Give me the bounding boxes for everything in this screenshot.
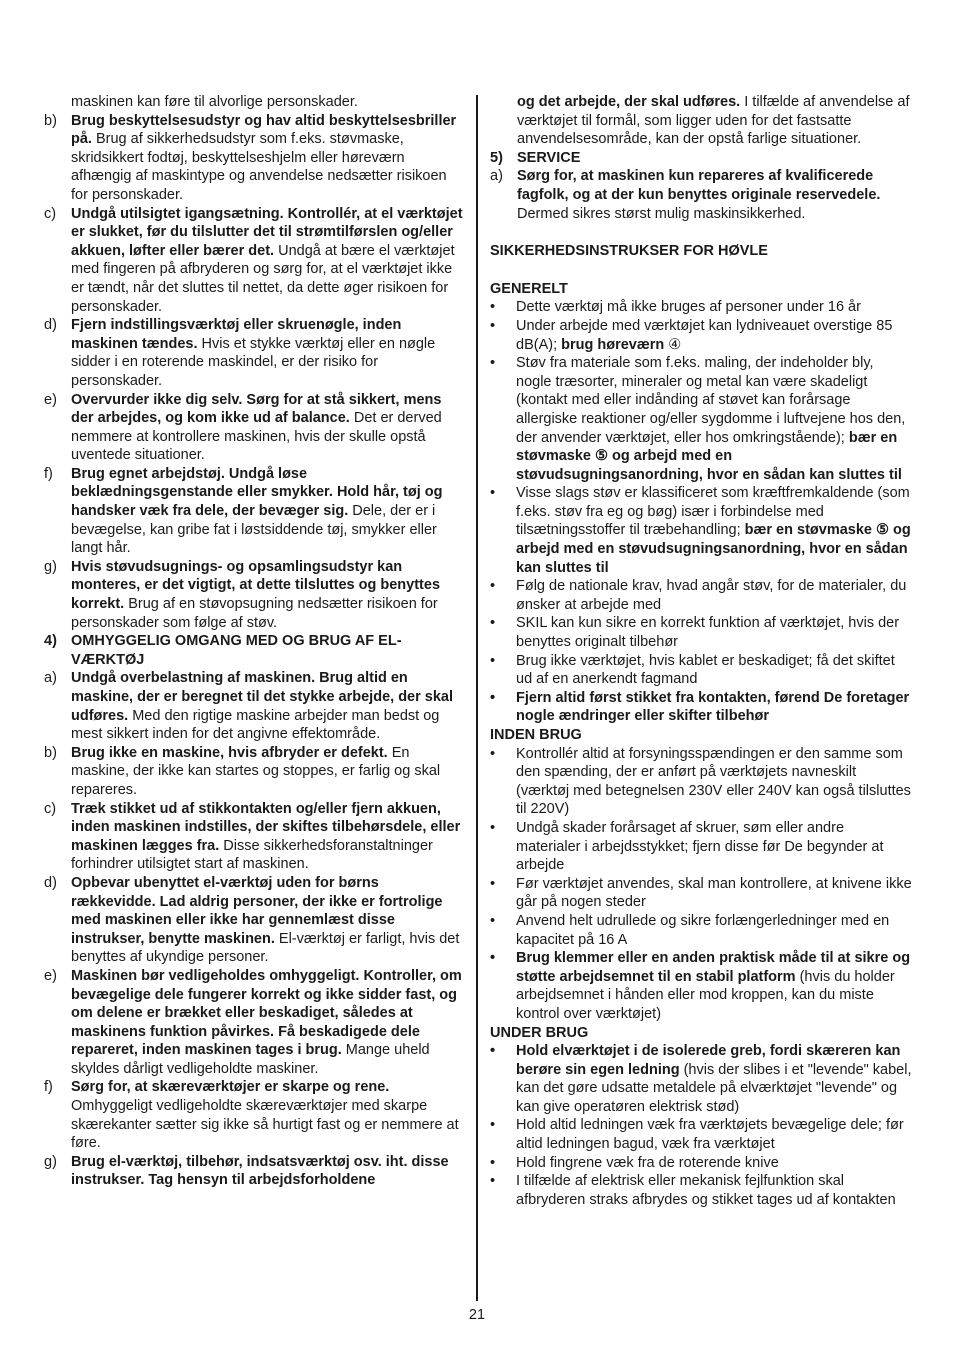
bullet-text: SKIL kan kun sikre en korrekt funktion af værktøjet, hvis der benyttes originalt tilbehør — [516, 615, 900, 651]
bullet-text: Undgå skader forårsaget af skruer, søm eller andre materialer i arbejdsstykket; fjern disse før De begynder at arbejde — [516, 819, 884, 874]
bullet-glyph: • — [490, 355, 496, 372]
bullet-bold-text: Hold elværktøjet i de isolerede greb, fordi skæreren kan berøre sin egen ledning — [516, 1043, 901, 1078]
bullet-body-text: (hvis der slibes i et "levende" kabel, kan det gøre udsatte metaldele på elværktøjet "levende" og kan give operatøren elektrisk stød) — [516, 1061, 912, 1115]
bullet-text — [516, 1042, 912, 1116]
item-label: f) — [44, 465, 53, 482]
bullet-item — [490, 949, 912, 1023]
item-bold-text: Brug el-værktøj, tilbehør, indsatsværktøj osv. iht. disse instrukser. Tag hensyn til arbejdsforholdene — [71, 1153, 449, 1189]
item-label: b) — [44, 744, 57, 761]
item-text — [71, 874, 464, 967]
item-e — [44, 391, 464, 465]
bullet-text — [516, 317, 912, 354]
continued-text: maskinen kan føre til alvorlige personskader. — [71, 94, 358, 110]
item-bold-text: Hvis støvudsugnings- og opsamlingsudstyr kan monteres, er det vigtigt, at dette tilsluttes og benyttes korrekt. — [71, 558, 441, 613]
bullet-text — [516, 354, 912, 484]
item-body-text: Med den rigtige maskine arbejder man bedst og mest sikkert inden for det angivne effektområde. — [71, 707, 440, 743]
bullet-bold-text: bær en støvmaske ⑤ og arbejd med en støvudsugningsanordning, hvor en sådan kan sluttes til — [516, 522, 911, 576]
item-bold-text: Brug beskyttelsesudstyr og hav altid beskyttelsesbriller på. — [71, 112, 457, 148]
continued-body-text: I tilfælde af anvendelse af værktøjet til formål, som ligger uden for det fastsatte anvendelsesområde, kan der opstå farlige situationer. — [517, 94, 910, 148]
item-4f — [44, 1078, 464, 1152]
bullet-item — [490, 652, 912, 689]
item-text — [71, 1078, 464, 1152]
bullet-item — [490, 745, 912, 819]
bullet-glyph: • — [490, 1043, 496, 1060]
bullet-body-text: Støv fra materiale som f.eks. maling, der indeholder bly, nogle træsorter, mineraler og metal kan være skadeligt (kontakt med eller indånding af støvet kan forårsage allergiske reaktioner og/eller sygdomme i luftvejene hos den, der anvender værktøjet, eller hos omkringstående); — [516, 355, 906, 446]
bullet-bold-text: Fjern altid først stikket fra kontakten, førend De foretager nogle ændringer eller skifter tilbehør — [516, 689, 910, 725]
item-b — [44, 112, 464, 205]
item-text — [517, 167, 912, 223]
item-label: a) — [490, 168, 503, 185]
item-label: c) — [44, 205, 57, 222]
item-text — [71, 744, 464, 800]
item-body-text: Det er derved nemmere at kontrollere maskinen, hvis der skulle opstå uventede situationer. — [71, 410, 442, 464]
item-bold-text: Sørg for, at maskinen kun repareres af kvalificerede fagfolk, og at der kun benyttes originale reservedele. — [517, 168, 881, 203]
section-4-heading — [44, 632, 464, 669]
bullet-item — [490, 1042, 912, 1116]
item-body-text: Brug af sikkerhedsudstyr som f.eks. støvmaske, skridsikkert fodtøj, beskyttelseshjelm eller høreværn afhængig af maskintype og anvendelse nedsætter risikoen for personskader. — [71, 131, 447, 203]
subheading-under-brug: UNDER BRUG — [490, 1024, 589, 1041]
bullet-text: Kontrollér altid at forsyningsspændingen er den samme som den spænding, der er anført på værktøjets navneskilt (værktøj med betegnelsen 230V eller 240V kan også tilsluttes til 220V) — [516, 745, 911, 818]
section-number: 5) — [490, 149, 503, 166]
bullet-item — [490, 819, 912, 875]
bullet-text: Hold altid ledningen væk fra værktøjets bevægelige dele; før altid ledningen bagud, væk fra værktøjet — [516, 1117, 904, 1153]
item-body-text: Brug af en støvopsugning nedsætter risikoen for personskader som følge af støv. — [71, 596, 438, 631]
item-text — [71, 112, 464, 205]
item-label: g) — [44, 1153, 57, 1170]
bullet-glyph: • — [490, 1154, 496, 1171]
bullet-glyph: • — [490, 745, 496, 762]
bullet-item — [490, 317, 912, 354]
bullet-item — [490, 298, 912, 317]
bullet-item — [490, 875, 912, 912]
bullet-body-text: Under arbejde med værktøjet kan lydniveauet overstige 85 dB(A); — [516, 317, 893, 353]
main-heading: SIKKERHEDSINSTRUKSER FOR HØVLE — [490, 243, 768, 260]
item-bold-text: Træk stikket ud af stikkontakten og/eller fjern akkuen, inden maskinen indstilles, der skiftes tilbehørsdele, eller maskinen lægges fra. — [71, 800, 461, 854]
item-bold-text: Undgå utilsigtet igangsætning. Kontrollér, at el værktøjet er slukket, før du tilslutter det til strømtilførslen og/eller akkuen, løfter eller bærer det. — [71, 205, 463, 259]
bullet-bold-text: Brug klemmer eller en anden praktisk måde til at sikre og støtte arbejdsemnet til en stabil platform — [516, 950, 911, 985]
bullet-glyph: • — [490, 652, 496, 669]
bullet-item — [490, 354, 912, 484]
item-bold-text: Brug ikke en maskine, hvis afbryder er defekt. — [71, 744, 388, 761]
item-label: c) — [44, 800, 57, 817]
item-label: g) — [44, 558, 57, 575]
item-4g — [44, 1153, 464, 1190]
item-label: d) — [44, 317, 57, 334]
item-g — [44, 558, 464, 632]
subheading-inden-brug: INDEN BRUG — [490, 727, 582, 743]
item-text — [71, 1153, 464, 1190]
item-4b — [44, 744, 464, 800]
item-bold-text: Brug egnet arbejdstøj. Undgå løse beklædningsgenstande eller smykker. Hold hår, tøj og handsker væk fra dele, der bevæger sig. — [71, 465, 443, 520]
item-text — [71, 669, 464, 743]
item-bold-text: Sørg for, at skæreværktøjer er skarpe og rene. — [71, 1079, 390, 1096]
bullet-text: Dette værktøj må ikke bruges af personer under 16 år — [516, 299, 861, 316]
bullet-glyph: • — [490, 1173, 496, 1190]
item-text — [71, 316, 464, 390]
bullet-glyph: • — [490, 875, 496, 892]
item-label: f) — [44, 1079, 53, 1096]
subheading-generelt: GENERELT — [490, 280, 568, 297]
item-text — [71, 967, 464, 1079]
item-bold-text: Overvurder ikke dig selv. Sørg for at stå sikkert, mens der arbejdes, og kom ikke ud af balance. — [71, 391, 442, 427]
continued-bold-text: og det arbejde, der skal udføres. — [517, 94, 741, 110]
left-column — [44, 93, 464, 1190]
item-f — [44, 465, 464, 558]
item-label: d) — [44, 874, 57, 891]
item-bold-text: Fjern indstillingsværktøj eller skruenøgle, inden maskinen tændes. — [71, 317, 402, 352]
item-bold-text: Maskinen bør vedligeholdes omhyggeligt. Kontroller, om bevægelige dele fungerer korrekt og ikke sidder fast, og om delene er brækket eller beskadiget, således at maskinens funktion påvirkes. Få beskadigede dele repareret, inden maskinen tages i brug. — [71, 967, 462, 1059]
bullet-body-text: (hvis du holder arbejdsemnet i hånden eller mod kroppen, kan du miste kontrol over værktøjet) — [516, 968, 895, 1022]
bullet-text: Brug ikke værktøjet, hvis kablet er beskadiget; få det skiftet ud af en anerkendt fagmand — [516, 652, 895, 688]
item-body-text: Dermed sikres størst mulig maskinsikkerhed. — [517, 205, 806, 222]
hearing-protection-symbol: ④ — [664, 336, 682, 353]
item-4e — [44, 967, 464, 1079]
item-label: e) — [44, 391, 57, 408]
item-bold-text: Undgå overbelastning af maskinen. Brug altid en maskine, der er beregnet til det stykke arbejde, der skal udføres. — [71, 670, 454, 724]
item-body-text: Dele, der er i bevægelse, kan gribe fat i løstsiddende tøj, smykker eller langt hår. — [71, 503, 437, 557]
item-label: a) — [44, 670, 57, 687]
bullet-glyph: • — [490, 819, 496, 836]
bullet-bold-text: brug høreværn — [561, 336, 665, 353]
bullet-item — [490, 614, 912, 651]
column-divider — [476, 95, 478, 1301]
bullet-glyph: • — [490, 615, 496, 632]
bullet-glyph: • — [490, 950, 496, 967]
bullet-item — [490, 484, 912, 577]
bullet-glyph: • — [490, 485, 496, 502]
item-label: b) — [44, 112, 57, 129]
bullet-glyph: • — [490, 578, 496, 595]
item-4c — [44, 800, 464, 874]
item-text — [71, 205, 464, 317]
bullet-item — [490, 1154, 912, 1173]
bullet-glyph: • — [490, 317, 496, 334]
item-bold-text: Opbevar ubenyttet el-værktøj uden for børns rækkevidde. Lad aldrig personer, der ikke er fortrolige med maskinen eller ikke har gennemlæst disse instrukser, benytte maskinen. — [71, 874, 443, 947]
item-body-text: Omhyggeligt vedligeholdte skæreværktøjer med skarpe skærekanter sætter sig ikke så hurtigt fast og er nemmere at føre. — [71, 1098, 459, 1152]
bullet-bold-text: bær en støvmaske ⑤ og arbejd med en støvudsugningsanordning, hvor en sådan kan sluttes til — [516, 429, 902, 483]
right-column — [490, 93, 912, 1209]
item-body-text: Hvis et stykke værktøj eller en nøgle sidder i en roterende maskindel, er der risiko for personskader. — [71, 335, 436, 389]
bullet-text: Før værktøjet anvendes, skal man kontrollere, at knivene ikke går på nogen steder — [516, 875, 912, 911]
item-c — [44, 205, 464, 317]
section-title: SERVICE — [517, 149, 581, 166]
item-text — [71, 800, 464, 874]
item-body-text: Mange uheld skyldes dårligt vedligeholdte maskiner. — [71, 1042, 430, 1077]
item-body-text: En maskine, der ikke kan startes og stoppes, er farlig og skal repareres. — [71, 744, 441, 798]
bullet-text: Følg de nationale krav, hvad angår støv, for de materialer, du ønsker at arbejde med — [516, 578, 907, 613]
continued-text — [490, 93, 912, 149]
bullet-glyph: • — [490, 1117, 496, 1134]
bullet-item — [490, 1116, 912, 1153]
item-text — [71, 391, 464, 465]
bullet-item — [490, 577, 912, 614]
section-title: OMHYGGELIG OMGANG MED OG BRUG AF EL-VÆRKTØJ — [71, 633, 402, 668]
bullet-text — [516, 484, 912, 577]
item-4d — [44, 874, 464, 967]
section-5-heading — [490, 149, 912, 168]
item-text — [71, 465, 464, 558]
bullet-item — [490, 912, 912, 949]
item-4a — [44, 669, 464, 743]
bullet-text — [516, 949, 912, 1023]
item-body-text: Disse sikkerhedsforanstaltninger forhindrer utilsigtet start af maskinen. — [71, 837, 433, 873]
item-body-text: Undgå at bære el værktøjet med fingeren på afbryderen og sørg for, at el værktøjet ikke er tændt, når det sluttes til nettet, da dette øger risikoen for personskader. — [71, 242, 455, 315]
bullet-text: I tilfælde af elektrisk eller mekanisk fejlfunktion skal afbryderen straks afbrydes og stikket tages ud af kontakten — [516, 1173, 896, 1208]
item-body-text: El-værktøj er farligt, hvis det benyttes af ukyndige personer. — [71, 930, 460, 966]
item-5a — [490, 167, 912, 223]
item-d — [44, 316, 464, 390]
bullet-text: Hold fingrene væk fra de roterende knive — [516, 1154, 779, 1171]
bullet-item — [490, 1172, 912, 1209]
item-label: e) — [44, 967, 57, 984]
bullet-glyph: • — [490, 689, 496, 706]
page-number: 21 — [468, 1307, 486, 1323]
bullet-body-text: Visse slags støv er klassificeret som kræftfremkaldende (som f.eks. støv fra eg og bøg) især i forbindelse med tilsætningsstoffer til træbehandling; — [516, 485, 910, 539]
bullet-text: Anvend helt udrullede og sikre forlængerledninger med en kapacitet på 16 A — [516, 912, 890, 948]
bullet-item — [490, 689, 912, 726]
section-number: 4) — [44, 633, 57, 650]
bullet-glyph: • — [490, 912, 496, 929]
item-text — [71, 558, 464, 632]
bullet-glyph: • — [490, 299, 496, 316]
